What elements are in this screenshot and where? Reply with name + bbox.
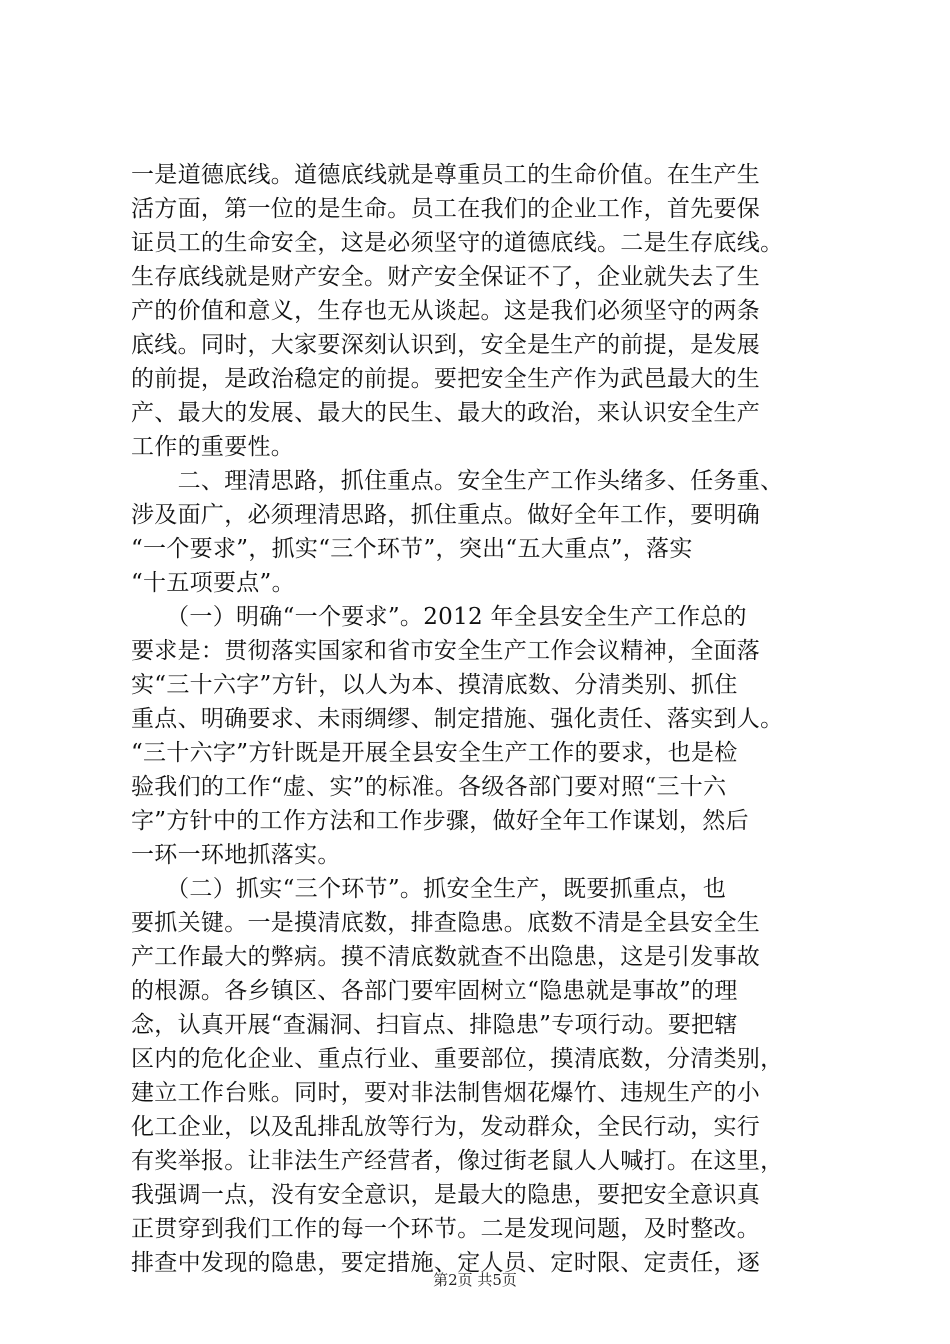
- text-line: 排查中发现的隐患，要定措施、定人员、定时限、定责任，逐: [131, 1250, 761, 1276]
- text-line: （一）明确“一个要求”。2012 年全县安全生产工作总的: [131, 604, 747, 630]
- text-line: 一是道德底线。道德底线就是尊重员工的生命价值。在生产生: [131, 162, 761, 188]
- text-line: “一个要求”，抓实“三个环节”，突出“五大重点”，落实: [131, 536, 693, 562]
- text-line: 的根源。各乡镇区、各部门要牢固树立“隐患就是事故”的理: [131, 978, 738, 1004]
- text-line: 生存底线就是财产安全。财产安全保证不了，企业就失去了生: [131, 264, 761, 290]
- text-line: 化工企业，以及乱排乱放等行为，发动群众，全民行动，实行: [131, 1114, 761, 1140]
- text-line: 要抓关键。一是摸清底数，排查隐患。底数不清是全县安全生: [131, 910, 761, 936]
- text-line: 证员工的生命安全，这是必须坚守的道德底线。二是生存底线。: [131, 230, 784, 256]
- text-line: 涉及面广，必须理清思路，抓住重点。做好全年工作，要明确: [131, 502, 761, 528]
- text-line: 产、最大的发展、最大的民生、最大的政治，来认识安全生产: [131, 400, 761, 426]
- text-line: 重点、明确要求、未雨绸缪、制定措施、强化责任、落实到人。: [131, 706, 784, 732]
- text-line: 的前提，是政治稳定的前提。要把安全生产作为武邑最大的生: [131, 366, 761, 392]
- text-line: （二）抓实“三个环节”。抓安全生产，既要抓重点，也: [131, 876, 727, 902]
- text-line: 工作的重要性。: [131, 434, 295, 460]
- text-line: “三十六字”方针既是开展全县安全生产工作的要求，也是检: [131, 740, 738, 766]
- text-line: 区内的危化企业、重点行业、重要部位，摸清底数，分清类别，: [131, 1046, 784, 1072]
- text-line: 验我们的工作“虚、实”的标准。各级各部门要对照“三十六: [131, 774, 727, 800]
- text-line: 要求是：贯彻落实国家和省市安全生产工作会议精神，全面落: [131, 638, 761, 664]
- text-line: 念，认真开展“查漏洞、扫盲点、排隐患”专项行动。要把辖: [131, 1012, 738, 1038]
- text-line: 建立工作台账。同时，要对非法制售烟花爆竹、违规生产的小: [131, 1080, 761, 1106]
- text-line: 一环一环地抓落实。: [131, 842, 341, 868]
- body-text: [131, 158, 841, 1280]
- text-line: 二、理清思路，抓住重点。安全生产工作头绪多、任务重、: [131, 468, 784, 494]
- text-line: 底线。同时，大家要深刻认识到，安全是生产的前提，是发展: [131, 332, 761, 358]
- text-line: 活方面，第一位的是生命。员工在我们的企业工作，首先要保: [131, 196, 761, 222]
- text-line: 产工作最大的弊病。摸不清底数就查不出隐患，这是引发事故: [131, 944, 761, 970]
- text-line: 字”方针中的工作方法和工作步骤，做好全年工作谋划，然后: [131, 808, 749, 834]
- text-line: “十五项要点”。: [131, 570, 295, 596]
- text-line: 正贯穿到我们工作的每一个环节。二是发现问题，及时整改。: [131, 1216, 761, 1242]
- text-line: 产的价值和意义，生存也无从谈起。这是我们必须坚守的两条: [131, 298, 761, 324]
- text-line: 我强调一点，没有安全意识，是最大的隐患，要把安全意识真: [131, 1182, 761, 1208]
- page-footer: 第2页 共5页: [433, 1271, 517, 1289]
- text-line: 实“三十六字”方针，以人为本、摸清底数、分清类别、抓住: [131, 672, 738, 698]
- text-line: 有奖举报。让非法生产经营者，像过街老鼠人人喊打。在这里，: [131, 1148, 784, 1174]
